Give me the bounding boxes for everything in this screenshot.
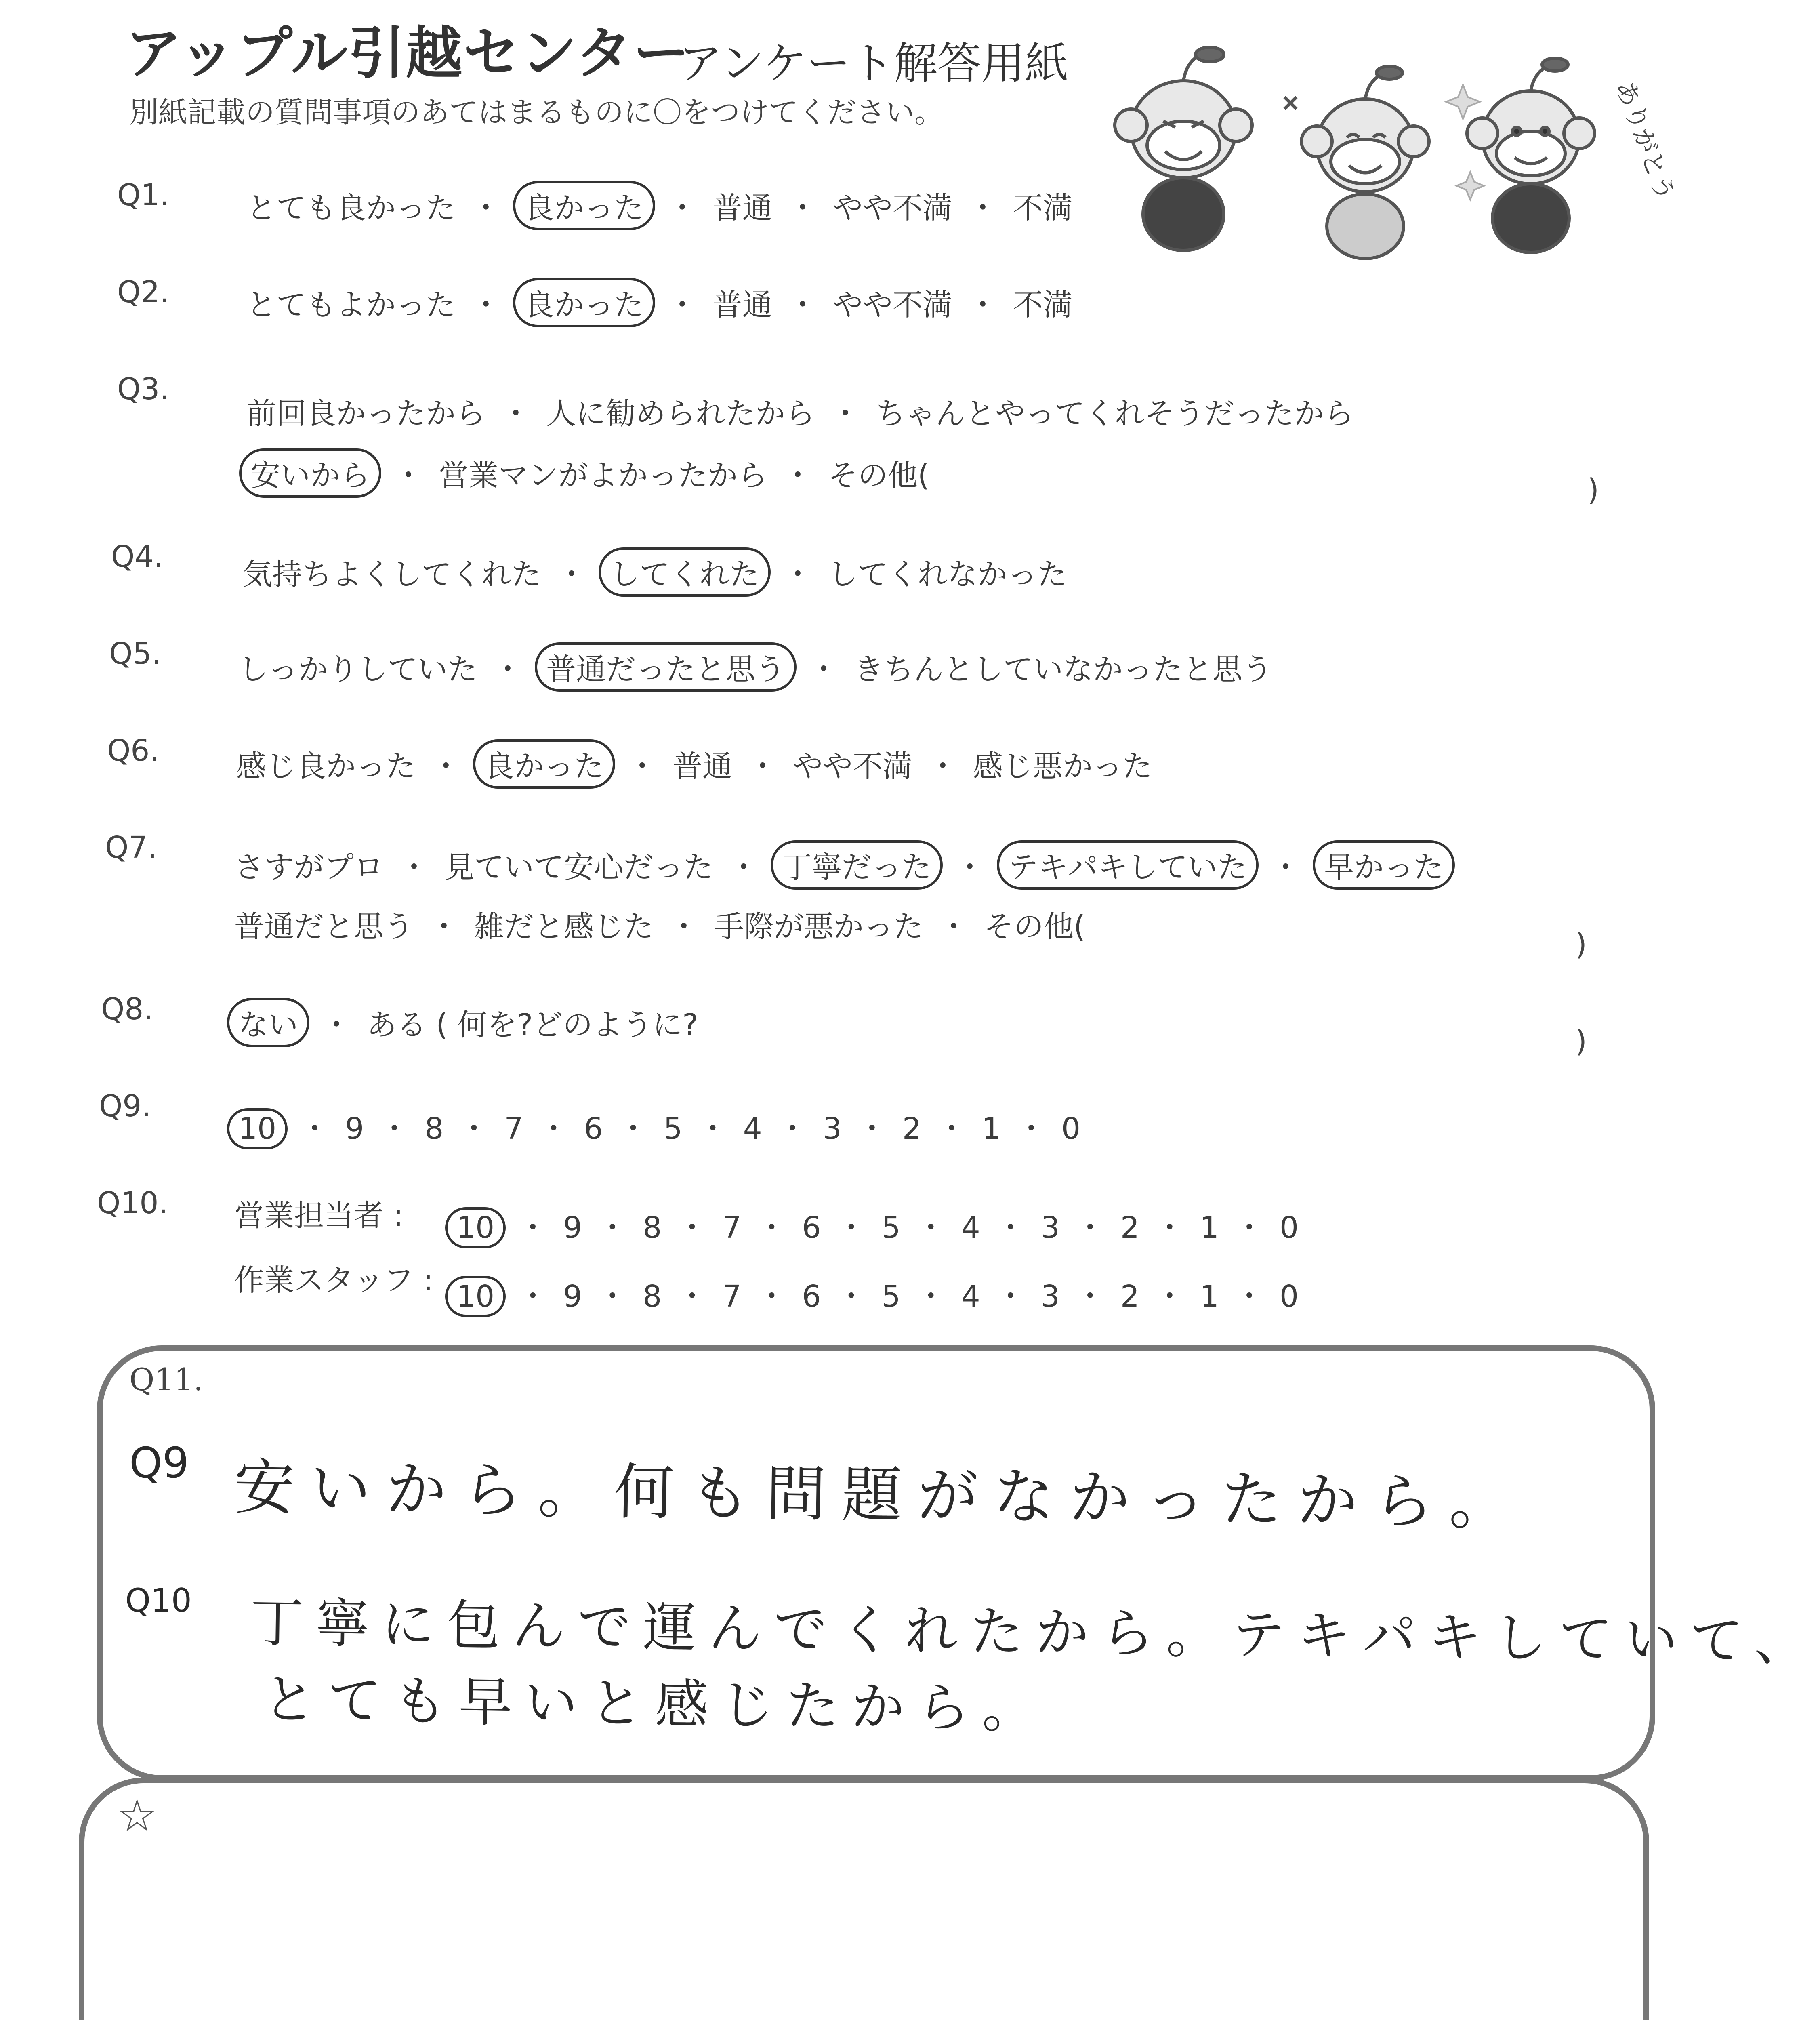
- q10-sales-rep-name: 営業担当者 :: [234, 1198, 404, 1233]
- q7-label: Q7.: [105, 830, 157, 865]
- scale-value[interactable]: 8: [643, 1279, 662, 1314]
- scale-value[interactable]: 4: [961, 1210, 980, 1245]
- scale-value[interactable]: 6: [802, 1210, 821, 1245]
- option-selected[interactable]: 丁寧だった: [771, 840, 943, 890]
- option[interactable]: 不満: [1013, 191, 1073, 225]
- scale-separator: ・: [1234, 1210, 1265, 1245]
- option[interactable]: 普通だと思う: [234, 909, 414, 944]
- option-separator: ・: [830, 396, 860, 431]
- q11-handwritten-answer-q10-line2: とても早いと感じたから。: [262, 1669, 1048, 1740]
- scale-value-selected[interactable]: 10: [445, 1207, 506, 1248]
- option[interactable]: 普通: [673, 749, 732, 784]
- option-separator: ・: [429, 909, 459, 944]
- scale-separator: ・: [597, 1210, 628, 1245]
- option-separator: ・: [501, 396, 531, 431]
- scale-separator: ・: [459, 1111, 489, 1146]
- option[interactable]: しっかりしていた: [238, 652, 477, 687]
- option-separator: ・: [748, 749, 778, 784]
- scale-value-selected[interactable]: 10: [227, 1108, 288, 1149]
- scale-value[interactable]: 2: [902, 1111, 921, 1146]
- q11-entry-label-q9: Q9: [129, 1438, 189, 1488]
- option[interactable]: さすがプロ: [234, 850, 384, 885]
- scale-value[interactable]: 7: [504, 1111, 523, 1146]
- option[interactable]: 感じ悪かった: [973, 749, 1152, 784]
- scale-separator: ・: [1075, 1279, 1105, 1314]
- option[interactable]: 人に勧められたから: [546, 396, 815, 431]
- q11-label: Q11.: [129, 1361, 204, 1397]
- q9-scale: [230, 1105, 1080, 1149]
- q1-options: [246, 181, 1073, 230]
- scale-separator: ・: [379, 1111, 410, 1146]
- scale-value[interactable]: 6: [584, 1111, 603, 1146]
- option[interactable]: その他(: [984, 909, 1085, 944]
- option-selected[interactable]: 良かった: [473, 739, 615, 789]
- scale-separator: ・: [677, 1279, 707, 1314]
- option-separator: ・: [627, 749, 657, 784]
- option-separator: ・: [939, 909, 969, 944]
- scale-separator: ・: [995, 1210, 1026, 1245]
- q2-label: Q2.: [117, 275, 169, 309]
- option-separator: ・: [928, 749, 958, 784]
- scale-value[interactable]: 0: [1061, 1111, 1081, 1146]
- option-separator: ・: [667, 288, 697, 322]
- monkey-mascot-3: [1467, 58, 1595, 253]
- option-separator: ・: [471, 191, 501, 225]
- option-separator: ・: [669, 909, 699, 944]
- scale-value[interactable]: 8: [643, 1210, 662, 1245]
- option-selected[interactable]: 良かった: [513, 181, 655, 230]
- option-selected[interactable]: 安いから: [239, 448, 381, 498]
- monkey-mascot-1: [1115, 47, 1252, 250]
- monkey-mascot-2: [1284, 66, 1429, 259]
- scale-separator: ・: [618, 1111, 648, 1146]
- q7-close-paren: ): [1575, 927, 1587, 962]
- option-separator: ・: [393, 458, 423, 493]
- q10-work-staff-name: 作業スタッフ :: [234, 1263, 433, 1298]
- scale-value[interactable]: 3: [822, 1111, 842, 1146]
- monkey-mascots-illustration: [1115, 36, 1681, 263]
- scale-separator: ・: [1234, 1279, 1265, 1314]
- q10-label: Q10.: [97, 1186, 168, 1220]
- option[interactable]: やや不満: [833, 288, 952, 322]
- scale-value[interactable]: 5: [881, 1279, 901, 1314]
- scale-value[interactable]: 0: [1280, 1279, 1299, 1314]
- option-separator: ・: [557, 557, 586, 592]
- option[interactable]: 普通: [712, 191, 772, 225]
- option-separator: ・: [968, 288, 998, 322]
- scale-separator: ・: [857, 1111, 887, 1146]
- option-selected[interactable]: ない: [227, 998, 309, 1047]
- scale-separator: ・: [995, 1279, 1026, 1314]
- scale-value[interactable]: 5: [881, 1210, 901, 1245]
- scale-value[interactable]: 6: [802, 1279, 821, 1314]
- scale-value[interactable]: 1: [1200, 1210, 1219, 1245]
- scale-value[interactable]: 7: [722, 1279, 742, 1314]
- q6-options: [236, 739, 1152, 789]
- scale-separator: ・: [916, 1279, 946, 1314]
- option-selected[interactable]: してくれた: [599, 547, 771, 597]
- option-separator: ・: [783, 458, 813, 493]
- scale-value[interactable]: 3: [1040, 1279, 1060, 1314]
- star-comment-box: [79, 1778, 1649, 2020]
- option-separator: ・: [493, 652, 523, 687]
- option-separator: ・: [1271, 850, 1301, 885]
- scale-value[interactable]: 7: [722, 1210, 742, 1245]
- form-subtitle: アンケート解答用紙: [679, 38, 1069, 89]
- scale-separator: ・: [757, 1279, 787, 1314]
- scale-separator: ・: [1154, 1279, 1185, 1314]
- option[interactable]: 不満: [1013, 288, 1073, 322]
- option[interactable]: とても良かった: [246, 191, 456, 225]
- star-icon: ☆: [117, 1790, 157, 1841]
- scale-separator: ・: [698, 1111, 728, 1146]
- q11-handwritten-answer-q9: 安いから。何も問題がなかったから。: [233, 1452, 1526, 1539]
- q3-options-line2: [242, 448, 929, 498]
- q8-options: [230, 998, 698, 1047]
- option[interactable]: 気持ちよくしてくれた: [242, 557, 541, 592]
- form-instruction: 別紙記載の質問事項のあてはまるものに〇をつけてください。: [129, 95, 944, 129]
- scale-separator: ・: [518, 1279, 548, 1314]
- option[interactable]: やや不満: [793, 749, 912, 784]
- option-separator: ・: [788, 191, 818, 225]
- option[interactable]: きちんとしていなかったと思う: [854, 652, 1272, 687]
- scale-value[interactable]: 5: [663, 1111, 683, 1146]
- option[interactable]: ある ( 何を?どのように?: [367, 1008, 698, 1042]
- svg-text:ありがとう: ありがとう: [1610, 77, 1681, 205]
- option[interactable]: 雑だと感じた: [474, 909, 654, 944]
- q11-handwritten-answer-q10-line1: 丁寧に包んで運んでくれたから。テキパキしていて、: [250, 1592, 1820, 1673]
- option[interactable]: 営業マンがよかったから: [439, 458, 767, 493]
- scale-separator: ・: [836, 1279, 866, 1314]
- scale-value[interactable]: 9: [563, 1210, 582, 1245]
- scale-separator: ・: [936, 1111, 967, 1146]
- q5-label: Q5.: [109, 636, 161, 671]
- q7-options-line1: [234, 840, 1452, 890]
- scale-value[interactable]: 3: [1040, 1210, 1060, 1245]
- option-separator: ・: [783, 557, 813, 592]
- option-separator: ・: [729, 850, 759, 885]
- scale-value-selected[interactable]: 10: [445, 1276, 506, 1317]
- option-separator: ・: [788, 288, 818, 322]
- q4-label: Q4.: [111, 539, 163, 574]
- scale-separator: ・: [777, 1111, 807, 1146]
- scale-value[interactable]: 4: [743, 1111, 762, 1146]
- scale-value[interactable]: 2: [1120, 1210, 1139, 1245]
- q8-close-paren: ): [1575, 1024, 1587, 1059]
- option[interactable]: してくれなかった: [828, 557, 1067, 592]
- q2-options: [246, 278, 1073, 327]
- option[interactable]: やや不満: [833, 191, 952, 225]
- option-separator: ・: [968, 191, 998, 225]
- scale-separator: ・: [1075, 1210, 1105, 1245]
- option-selected[interactable]: 早かった: [1313, 840, 1455, 890]
- option-separator: ・: [322, 1008, 351, 1042]
- scale-separator: ・: [597, 1279, 628, 1314]
- q3-options-line1: [246, 390, 1354, 433]
- option[interactable]: 前回良かったから: [246, 396, 485, 431]
- option-separator: ・: [955, 850, 985, 885]
- q10-sales-rep-scale: [448, 1204, 1299, 1248]
- option-separator: ・: [471, 288, 501, 322]
- scale-separator: ・: [677, 1210, 707, 1245]
- option-separator: ・: [667, 191, 697, 225]
- scale-separator: ・: [1016, 1111, 1047, 1146]
- q8-label: Q8.: [101, 992, 153, 1027]
- q7-options-line2: [234, 903, 1085, 946]
- option[interactable]: 感じ良かった: [236, 749, 416, 784]
- option-separator: ・: [399, 850, 429, 885]
- company-title: アップル引越センター: [125, 21, 691, 86]
- scale-value[interactable]: 4: [961, 1279, 980, 1314]
- option[interactable]: 普通: [712, 288, 772, 322]
- scale-value[interactable]: 1: [981, 1111, 1001, 1146]
- option[interactable]: とてもよかった: [246, 288, 456, 322]
- option-separator: ・: [431, 749, 461, 784]
- option[interactable]: ちゃんとやってくれそうだったから: [876, 396, 1354, 431]
- scale-value[interactable]: 0: [1280, 1210, 1299, 1245]
- q11-entry-label-q10: Q10: [125, 1582, 192, 1619]
- scale-separator: ・: [538, 1111, 569, 1146]
- q9-label: Q9.: [99, 1089, 151, 1124]
- q3-close-paren: ): [1587, 473, 1599, 507]
- scale-value[interactable]: 8: [425, 1111, 444, 1146]
- q4-options: [242, 547, 1067, 597]
- scale-separator: ・: [757, 1210, 787, 1245]
- scale-separator: ・: [1154, 1210, 1185, 1245]
- scale-value[interactable]: 1: [1200, 1279, 1219, 1314]
- option-selected[interactable]: 普通だったと思う: [535, 642, 797, 692]
- q10-work-staff-scale: [448, 1273, 1299, 1317]
- scale-value[interactable]: 9: [345, 1111, 364, 1146]
- q3-label: Q3.: [117, 372, 169, 406]
- scale-value[interactable]: 9: [563, 1279, 582, 1314]
- option[interactable]: 見ていて安心だった: [444, 850, 713, 885]
- scale-separator: ・: [916, 1210, 946, 1245]
- option[interactable]: その他(: [828, 458, 929, 493]
- q6-label: Q6.: [107, 733, 159, 768]
- scale-separator: ・: [836, 1210, 866, 1245]
- scale-separator: ・: [518, 1210, 548, 1245]
- scale-value[interactable]: 2: [1120, 1279, 1139, 1314]
- option-selected[interactable]: 良かった: [513, 278, 655, 327]
- q5-options: [238, 642, 1272, 692]
- option-selected[interactable]: テキパキしていた: [997, 840, 1259, 890]
- q1-label: Q1.: [117, 178, 169, 213]
- option[interactable]: 手際が悪かった: [714, 909, 923, 944]
- scale-separator: ・: [300, 1111, 330, 1146]
- option-separator: ・: [809, 652, 839, 687]
